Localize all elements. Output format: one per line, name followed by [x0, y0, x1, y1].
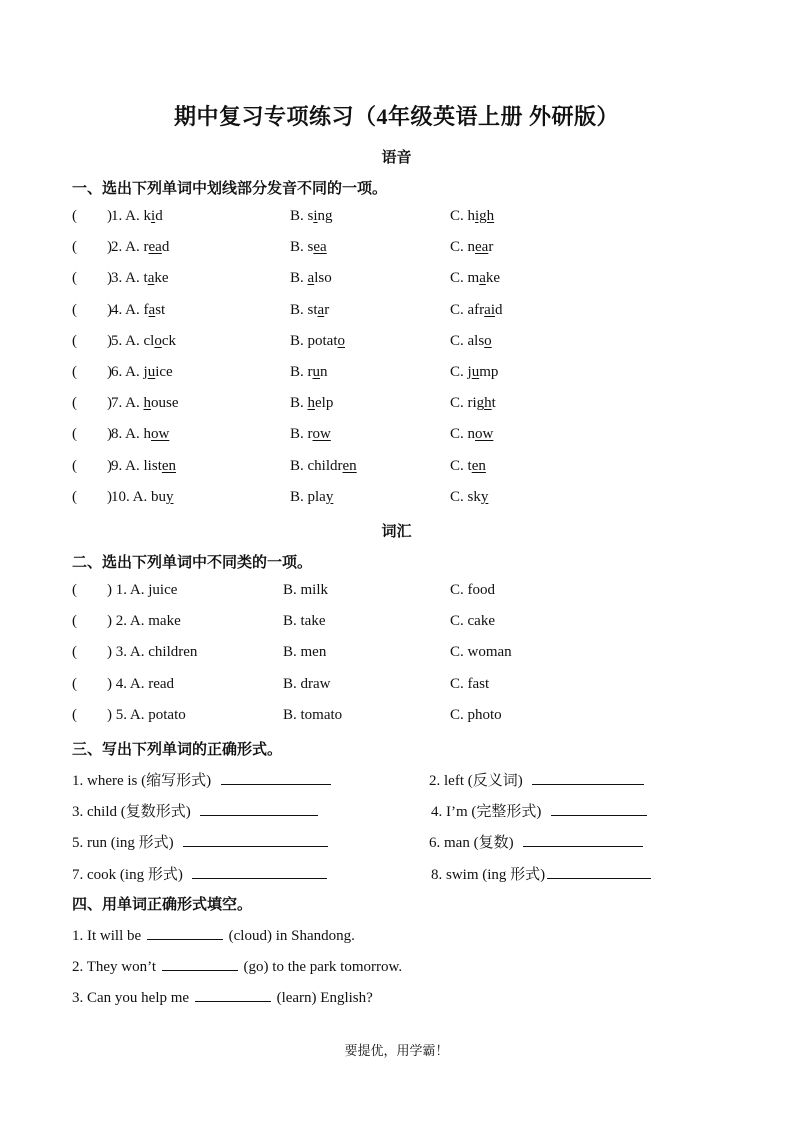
option-c-word-pre: C. t: [450, 457, 472, 474]
option-b-word-pre: B. r: [290, 364, 313, 380]
option-c-word-mark: ea: [475, 239, 489, 256]
option-b: B. tomato: [283, 706, 343, 723]
option-a-word-mark: y: [166, 488, 174, 505]
answer-blank[interactable]: ( ): [72, 457, 112, 474]
option-a: [111, 364, 173, 381]
question-text: 2. They won’t: [72, 959, 160, 976]
option-a-word-mark: u: [147, 364, 156, 380]
option-c-word-pre: C. sk: [450, 488, 481, 505]
option-b-word-pre: B. r: [290, 426, 313, 443]
option-b: B. milk: [283, 582, 329, 598]
option-c: [450, 333, 492, 350]
question-number: 5. A.: [111, 332, 144, 349]
question-number: 4. A.: [111, 301, 144, 318]
option-a-word-mark: i: [151, 208, 156, 224]
question-row: [0, 489, 793, 511]
answer-blank[interactable]: ( ): [72, 364, 112, 380]
vocab-heading: 词汇: [381, 524, 412, 540]
question-text: 2. left (反义词): [429, 773, 531, 789]
option-a[interactable]: ( ) 4. A. read: [72, 675, 175, 692]
option-b: [290, 302, 329, 319]
option-b: [290, 333, 345, 350]
option-b-word-post: ng: [317, 208, 333, 224]
section-1-title: 一、选出下列单词中划线部分发音不同的一项。: [72, 181, 388, 197]
option-a-word-pre: k: [143, 208, 152, 224]
option-c-word-mark: u: [471, 364, 480, 380]
option-c-word-post: t: [491, 395, 496, 412]
question-number: 1. A.: [111, 208, 144, 224]
question-text: 3. Can you help me: [72, 990, 193, 1007]
option-c-word-post: mp: [479, 364, 499, 380]
option-a: [111, 333, 176, 350]
question-row: [0, 270, 793, 292]
answer-blank[interactable]: [532, 770, 644, 785]
question-row: [0, 831, 793, 853]
section-2-title: 二、选出下列单词中不同类的一项。: [72, 555, 313, 571]
option-c-word-pre: C. n: [450, 426, 476, 443]
option-b: [290, 364, 328, 381]
option-c: [450, 302, 502, 319]
question-row: [0, 676, 793, 698]
answer-blank[interactable]: [221, 770, 331, 785]
question-text: 1. It will be: [72, 928, 145, 944]
answer-blank[interactable]: [183, 832, 328, 847]
option-b-word-pre: B.: [290, 270, 308, 287]
option-c: [450, 364, 498, 381]
option-c-word-mark: y: [480, 488, 489, 505]
option-a-word-post: ouse: [151, 395, 179, 412]
option-b-word-post: r: [324, 301, 330, 318]
answer-blank[interactable]: [547, 864, 651, 879]
option-c: [450, 426, 493, 443]
option-b: [290, 489, 333, 506]
left-question: [72, 863, 329, 884]
option-b-word-post: elp: [315, 395, 334, 412]
question-text: (cloud) in Shandong.: [224, 928, 355, 944]
answer-blank[interactable]: ( ): [72, 239, 112, 256]
question-row: [0, 863, 793, 885]
question-text: (learn) English?: [272, 990, 373, 1007]
option-c: [450, 395, 496, 412]
answer-blank[interactable]: [162, 956, 238, 971]
answer-blank[interactable]: ( ): [72, 395, 112, 412]
question-row: [0, 395, 793, 417]
option-a-word-post: ck: [161, 332, 177, 349]
left-question: [72, 769, 333, 790]
option-a-word-mark: a: [148, 301, 156, 318]
option-a: [111, 208, 163, 225]
option-b-word-mark: h: [307, 395, 316, 412]
question-number: 2. A.: [111, 239, 144, 256]
option-a-word-pre: bu: [151, 488, 167, 505]
question-text: 4. I’m (完整形式): [431, 804, 549, 821]
page-title: 期中复习专项练习（4年级英语上册 外研版）: [173, 104, 619, 129]
answer-blank[interactable]: [195, 987, 271, 1002]
option-c: [450, 489, 488, 506]
question-row: [72, 925, 355, 945]
option-a: [111, 426, 169, 443]
answer-blank[interactable]: [200, 801, 318, 816]
option-a-word-post: d: [161, 239, 170, 256]
answer-blank[interactable]: ( ): [72, 301, 112, 318]
question-row: [72, 987, 373, 1007]
option-a-word-mark: a: [147, 270, 155, 287]
option-a-word-mark: ea: [148, 239, 162, 256]
option-c-word-pre: C. h: [450, 208, 476, 224]
option-a-word-pre: t: [143, 270, 148, 287]
right-question: [429, 769, 646, 790]
question-row: [0, 302, 793, 324]
right-question: [429, 831, 645, 852]
option-c-word-pre: C. ri: [450, 395, 477, 412]
option-b-word-post: n: [320, 364, 328, 380]
option-a-word-pre: list: [143, 457, 162, 474]
option-b-word-mark: u: [312, 364, 320, 380]
option-c-word-post: d: [494, 301, 503, 318]
question-number: 6. A.: [111, 364, 144, 380]
option-b-word-mark: ea: [313, 239, 327, 256]
page-footer: 要提优，用学霸！: [344, 1043, 449, 1058]
question-row: [0, 458, 793, 480]
option-a-word-mark: o: [154, 332, 162, 349]
option-c-word-pre: C. afr: [450, 301, 485, 318]
option-a-word-post: d: [155, 208, 163, 224]
answer-blank[interactable]: [192, 864, 327, 879]
option-c: [450, 270, 500, 287]
question-row: [0, 769, 793, 791]
option-a[interactable]: ( ) 1. A. juice: [72, 582, 178, 598]
question-text: 8. swim (ing 形式): [431, 866, 546, 883]
option-a-word-mark: ow: [151, 426, 170, 443]
answer-blank[interactable]: ( ): [72, 270, 112, 287]
option-a: [111, 489, 174, 506]
option-a-word-pre: h: [143, 426, 152, 443]
answer-blank[interactable]: ( ): [72, 208, 112, 224]
option-b: [290, 270, 332, 287]
question-row: [72, 956, 402, 976]
option-a-word-pre: cl: [143, 332, 155, 349]
option-a-word-pre: r: [143, 239, 149, 256]
option-b: [290, 239, 327, 256]
answer-blank[interactable]: [523, 832, 643, 847]
question-row: [0, 613, 793, 635]
question-row: [0, 644, 793, 666]
option-c-word-pre: C. j: [450, 364, 472, 380]
option-b-word-mark: a: [317, 301, 325, 318]
option-a[interactable]: ( ) 2. A. make: [72, 613, 181, 630]
option-b-word-pre: B. st: [290, 301, 318, 318]
option-a[interactable]: ( ) 3. A. children: [72, 644, 198, 661]
option-c: C. photo: [450, 706, 502, 723]
option-a-word-mark: en: [161, 457, 177, 474]
option-a: [111, 270, 169, 287]
option-b-word-mark: ow: [312, 426, 331, 443]
question-text: (go) to the park tomorrow.: [239, 959, 403, 976]
section-4-title: 四、用单词正确形式填空。: [72, 897, 253, 913]
option-b-word-pre: B.: [290, 395, 308, 412]
option-c-word-mark: ai: [484, 301, 495, 318]
answer-blank[interactable]: [147, 925, 223, 940]
option-c-word-pre: C. m: [450, 270, 480, 287]
option-b-word-pre: B. potat: [290, 332, 338, 349]
option-c: [450, 208, 494, 225]
option-b: [290, 208, 333, 225]
option-c-word-post: ke: [485, 270, 501, 287]
option-c: [450, 458, 486, 475]
option-b-word-post: lso: [314, 270, 332, 287]
question-number: 9. A.: [111, 457, 144, 474]
question-text: 3. child (复数形式): [72, 804, 199, 821]
option-a[interactable]: ( ) 5. A. potato: [72, 706, 186, 723]
option-c-word-post: r: [488, 239, 494, 256]
answer-blank[interactable]: ( ): [72, 332, 112, 349]
option-b: B. men: [283, 644, 327, 661]
option-b-word-mark: o: [337, 332, 345, 349]
option-c-word-pre: C. n: [450, 239, 476, 256]
question-text: 5. run (ing 形式): [72, 835, 182, 852]
option-c-word-mark: igh: [475, 208, 495, 224]
question-row: [0, 707, 793, 729]
question-text: 1. where is (缩写形式): [72, 773, 219, 789]
option-a: [111, 239, 169, 256]
option-c-word-pre: C. als: [450, 332, 485, 349]
option-b-word-pre: B. s: [290, 208, 314, 224]
answer-blank[interactable]: ( ): [72, 426, 112, 443]
question-text: 6. man (复数): [429, 835, 522, 852]
option-a-word-mark: h: [143, 395, 152, 412]
option-b-word-mark: i: [313, 208, 318, 224]
option-a-word-pre: j: [143, 364, 148, 380]
left-question: [72, 800, 320, 821]
question-row: [0, 426, 793, 448]
question-row: [0, 800, 793, 822]
option-b: B. take: [283, 613, 326, 630]
option-c: C. fast: [450, 675, 490, 692]
option-b: [290, 426, 331, 443]
option-b: [290, 395, 333, 412]
phonics-heading: 语音: [381, 150, 412, 166]
option-b-word-mark: a: [307, 270, 315, 287]
option-b-word-pre: B. s: [290, 239, 314, 256]
option-b: B. draw: [283, 675, 331, 692]
option-a-word-post: ice: [155, 364, 173, 380]
option-a: [111, 302, 165, 319]
option-c: C. cake: [450, 613, 495, 630]
option-c-word-mark: a: [479, 270, 486, 287]
question-number: 8. A.: [111, 426, 144, 443]
question-row: [0, 333, 793, 355]
option-c-word-mark: ow: [475, 426, 494, 443]
left-question: [72, 831, 330, 852]
option-c-word-mark: o: [484, 332, 492, 349]
section-3-title: 三、写出下列单词的正确形式。: [72, 742, 283, 758]
answer-blank[interactable]: ( ): [72, 488, 112, 505]
question-row: [0, 208, 793, 230]
question-row: [0, 364, 793, 386]
option-c: [450, 239, 493, 256]
option-b: [290, 458, 357, 475]
option-a-word-pre: f: [143, 301, 149, 318]
question-text: 7. cook (ing 形式): [72, 866, 191, 883]
right-question: [431, 800, 649, 821]
option-b-word-pre: B. childr: [290, 457, 343, 474]
option-a-word-post: ke: [154, 270, 169, 287]
question-row: [0, 239, 793, 261]
question-number: 7. A.: [111, 395, 144, 412]
option-c: C. woman: [450, 644, 512, 661]
option-a: [111, 458, 176, 475]
answer-blank[interactable]: [551, 801, 647, 816]
question-row: [0, 582, 793, 604]
option-b-word-pre: B. pla: [290, 488, 326, 505]
option-c-word-mark: en: [471, 457, 486, 474]
right-question: [431, 863, 653, 884]
option-a-word-post: st: [155, 301, 166, 318]
question-number: 10. A.: [111, 488, 152, 505]
question-number: 3. A.: [111, 270, 144, 287]
option-c: C. food: [450, 582, 495, 598]
option-a: [111, 395, 179, 412]
option-b-word-mark: en: [342, 457, 357, 474]
option-c-word-mark: gh: [476, 395, 492, 412]
option-b-word-mark: y: [325, 488, 334, 505]
